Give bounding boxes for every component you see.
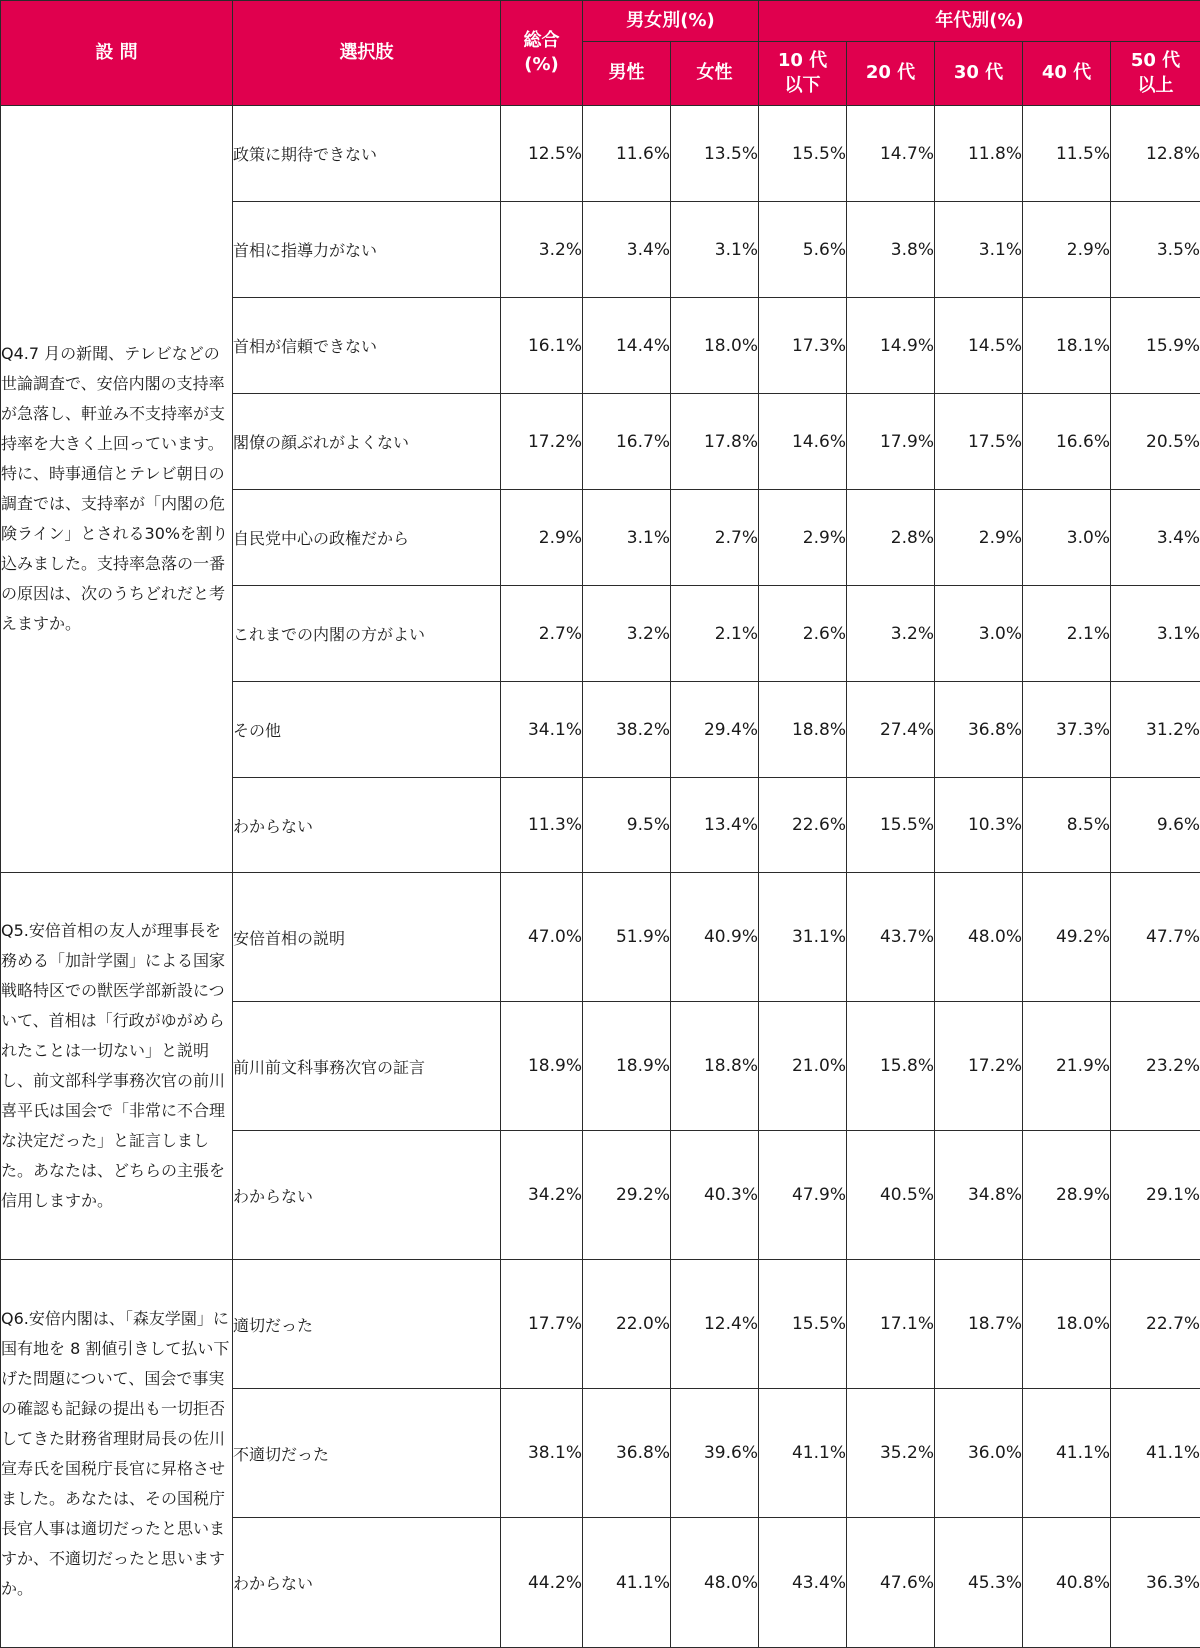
value-age-30: 14.5% <box>935 298 1023 394</box>
value-total: 17.2% <box>501 394 583 490</box>
header-choice: 選択肢 <box>233 1 501 106</box>
value-age-40: 3.0% <box>1023 490 1111 586</box>
value-age-30: 36.8% <box>935 682 1023 778</box>
value-total: 44.2% <box>501 1518 583 1648</box>
header-male: 男性 <box>583 42 671 106</box>
value-age-20: 15.8% <box>847 1002 935 1131</box>
value-age-50: 3.5% <box>1111 202 1200 298</box>
value-male: 3.1% <box>583 490 671 586</box>
value-age-20: 2.8% <box>847 490 935 586</box>
value-age-30: 34.8% <box>935 1131 1023 1260</box>
value-age-30: 18.7% <box>935 1260 1023 1389</box>
value-age-10: 5.6% <box>759 202 847 298</box>
header-age-10: 10 代 以下 <box>759 42 847 106</box>
value-female: 13.4% <box>671 778 759 873</box>
value-age-10: 15.5% <box>759 1260 847 1389</box>
value-age-30: 17.2% <box>935 1002 1023 1131</box>
value-age-50: 3.4% <box>1111 490 1200 586</box>
value-male: 41.1% <box>583 1518 671 1648</box>
header-female: 女性 <box>671 42 759 106</box>
value-age-10: 22.6% <box>759 778 847 873</box>
value-age-50: 29.1% <box>1111 1131 1200 1260</box>
value-age-30: 2.9% <box>935 490 1023 586</box>
question-q5: Q5.安倍首相の友人が理事長を務める「加計学園」による国家戦略特区での獣医学部新設について、首相は「行政がゆがめられたことは一切ない」と説明し、前文部科学事務次官の前川喜平氏は国会で「非常に不合理な決定だった」と証言しました。あなたは、どちらの主張を信用しますか。 <box>1 873 233 1260</box>
value-age-50: 23.2% <box>1111 1002 1200 1131</box>
table-row <box>1 106 1200 202</box>
value-male: 36.8% <box>583 1389 671 1518</box>
value-age-10: 2.9% <box>759 490 847 586</box>
value-age-10: 21.0% <box>759 1002 847 1131</box>
value-age-30: 36.0% <box>935 1389 1023 1518</box>
value-age-40: 28.9% <box>1023 1131 1111 1260</box>
value-male: 14.4% <box>583 298 671 394</box>
value-female: 2.1% <box>671 586 759 682</box>
choice-label: 首相が信頼できない <box>233 298 501 394</box>
value-age-40: 16.6% <box>1023 394 1111 490</box>
value-age-10: 43.4% <box>759 1518 847 1648</box>
value-total: 2.9% <box>501 490 583 586</box>
survey-body <box>1 106 1200 1648</box>
value-age-30: 45.3% <box>935 1518 1023 1648</box>
value-age-30: 3.0% <box>935 586 1023 682</box>
value-age-30: 17.5% <box>935 394 1023 490</box>
value-age-20: 14.9% <box>847 298 935 394</box>
value-female: 39.6% <box>671 1389 759 1518</box>
value-age-40: 11.5% <box>1023 106 1111 202</box>
value-male: 9.5% <box>583 778 671 873</box>
header-total: 総合 (%) <box>501 1 583 106</box>
header-age-40: 40 代 <box>1023 42 1111 106</box>
value-female: 18.0% <box>671 298 759 394</box>
value-age-40: 21.9% <box>1023 1002 1111 1131</box>
value-female: 12.4% <box>671 1260 759 1389</box>
value-female: 18.8% <box>671 1002 759 1131</box>
question-q4: Q4.7 月の新聞、テレビなどの世論調査で、安倍内閣の支持率が急落し、軒並み不支持率が支持率を大きく上回っています。特に、時事通信とテレビ朝日の調査では、支持率が「内閣の危険ライン」とされる30%を割り込みました。支持率急落の一番の原因は、次のうちどれだと考えますか。 <box>1 106 233 873</box>
table-row <box>1 1260 1200 1389</box>
choice-label: わからない <box>233 778 501 873</box>
value-age-10: 17.3% <box>759 298 847 394</box>
value-age-20: 43.7% <box>847 873 935 1002</box>
value-age-10: 2.6% <box>759 586 847 682</box>
value-age-40: 40.8% <box>1023 1518 1111 1648</box>
value-male: 16.7% <box>583 394 671 490</box>
choice-label: 安倍首相の説明 <box>233 873 501 1002</box>
value-total: 34.2% <box>501 1131 583 1260</box>
value-age-50: 31.2% <box>1111 682 1200 778</box>
value-age-40: 18.1% <box>1023 298 1111 394</box>
value-female: 3.1% <box>671 202 759 298</box>
value-age-10: 31.1% <box>759 873 847 1002</box>
value-total: 34.1% <box>501 682 583 778</box>
value-age-10: 47.9% <box>759 1131 847 1260</box>
value-total: 2.7% <box>501 586 583 682</box>
value-age-40: 2.9% <box>1023 202 1111 298</box>
value-age-20: 14.7% <box>847 106 935 202</box>
value-male: 3.2% <box>583 586 671 682</box>
header-question: 設 問 <box>1 1 233 106</box>
value-age-10: 18.8% <box>759 682 847 778</box>
header-gender-group: 男女別(%) <box>583 1 759 42</box>
value-male: 22.0% <box>583 1260 671 1389</box>
value-age-40: 8.5% <box>1023 778 1111 873</box>
value-male: 51.9% <box>583 873 671 1002</box>
choice-label: 不適切だった <box>233 1389 501 1518</box>
value-male: 11.6% <box>583 106 671 202</box>
value-total: 11.3% <box>501 778 583 873</box>
value-age-20: 3.2% <box>847 586 935 682</box>
value-age-30: 10.3% <box>935 778 1023 873</box>
choice-label: わからない <box>233 1131 501 1260</box>
choice-label: 首相に指導力がない <box>233 202 501 298</box>
value-age-30: 11.8% <box>935 106 1023 202</box>
value-total: 17.7% <box>501 1260 583 1389</box>
value-age-30: 48.0% <box>935 873 1023 1002</box>
choice-label: その他 <box>233 682 501 778</box>
value-male: 18.9% <box>583 1002 671 1131</box>
value-male: 29.2% <box>583 1131 671 1260</box>
value-age-20: 47.6% <box>847 1518 935 1648</box>
choice-label: 前川前文科事務次官の証言 <box>233 1002 501 1131</box>
value-total: 18.9% <box>501 1002 583 1131</box>
value-female: 29.4% <box>671 682 759 778</box>
header-age-group: 年代別(%) <box>759 1 1200 42</box>
value-age-10: 14.6% <box>759 394 847 490</box>
value-male: 3.4% <box>583 202 671 298</box>
value-age-50: 15.9% <box>1111 298 1200 394</box>
header-age-50: 50 代 以上 <box>1111 42 1200 106</box>
choice-label: 閣僚の顔ぶれがよくない <box>233 394 501 490</box>
value-age-10: 15.5% <box>759 106 847 202</box>
value-age-20: 27.4% <box>847 682 935 778</box>
choice-label: わからない <box>233 1518 501 1648</box>
value-female: 40.3% <box>671 1131 759 1260</box>
value-female: 48.0% <box>671 1518 759 1648</box>
value-age-50: 22.7% <box>1111 1260 1200 1389</box>
value-total: 12.5% <box>501 106 583 202</box>
value-age-40: 18.0% <box>1023 1260 1111 1389</box>
value-male: 38.2% <box>583 682 671 778</box>
value-age-20: 3.8% <box>847 202 935 298</box>
value-female: 13.5% <box>671 106 759 202</box>
value-female: 2.7% <box>671 490 759 586</box>
value-total: 16.1% <box>501 298 583 394</box>
value-age-40: 37.3% <box>1023 682 1111 778</box>
value-age-50: 20.5% <box>1111 394 1200 490</box>
header-age-20: 20 代 <box>847 42 935 106</box>
value-age-20: 17.9% <box>847 394 935 490</box>
value-total: 47.0% <box>501 873 583 1002</box>
value-age-30: 3.1% <box>935 202 1023 298</box>
value-age-50: 47.7% <box>1111 873 1200 1002</box>
value-age-10: 41.1% <box>759 1389 847 1518</box>
value-age-40: 2.1% <box>1023 586 1111 682</box>
choice-label: 適切だった <box>233 1260 501 1389</box>
value-age-40: 49.2% <box>1023 873 1111 1002</box>
value-age-20: 15.5% <box>847 778 935 873</box>
value-age-50: 41.1% <box>1111 1389 1200 1518</box>
question-q6: Q6.安倍内閣は、「森友学園」に国有地を 8 割値引きして払い下げた問題について、国会で事実の確認も記録の提出も一切拒否してきた財務省理財局長の佐川宣寿氏を国税庁長官に昇格させました。あなたは、その国税庁長官人事は適切だったと思いますか、不適切だったと思いますか。 <box>1 1260 233 1648</box>
header-age-30: 30 代 <box>935 42 1023 106</box>
value-total: 3.2% <box>501 202 583 298</box>
value-age-50: 9.6% <box>1111 778 1200 873</box>
value-female: 17.8% <box>671 394 759 490</box>
value-age-20: 40.5% <box>847 1131 935 1260</box>
table-row <box>1 873 1200 1002</box>
value-age-50: 36.3% <box>1111 1518 1200 1648</box>
value-age-20: 35.2% <box>847 1389 935 1518</box>
value-age-20: 17.1% <box>847 1260 935 1389</box>
choice-label: これまでの内閣の方がよい <box>233 586 501 682</box>
value-age-50: 12.8% <box>1111 106 1200 202</box>
value-age-50: 3.1% <box>1111 586 1200 682</box>
value-age-40: 41.1% <box>1023 1389 1111 1518</box>
value-female: 40.9% <box>671 873 759 1002</box>
choice-label: 自民党中心の政権だから <box>233 490 501 586</box>
choice-label: 政策に期待できない <box>233 106 501 202</box>
value-total: 38.1% <box>501 1389 583 1518</box>
